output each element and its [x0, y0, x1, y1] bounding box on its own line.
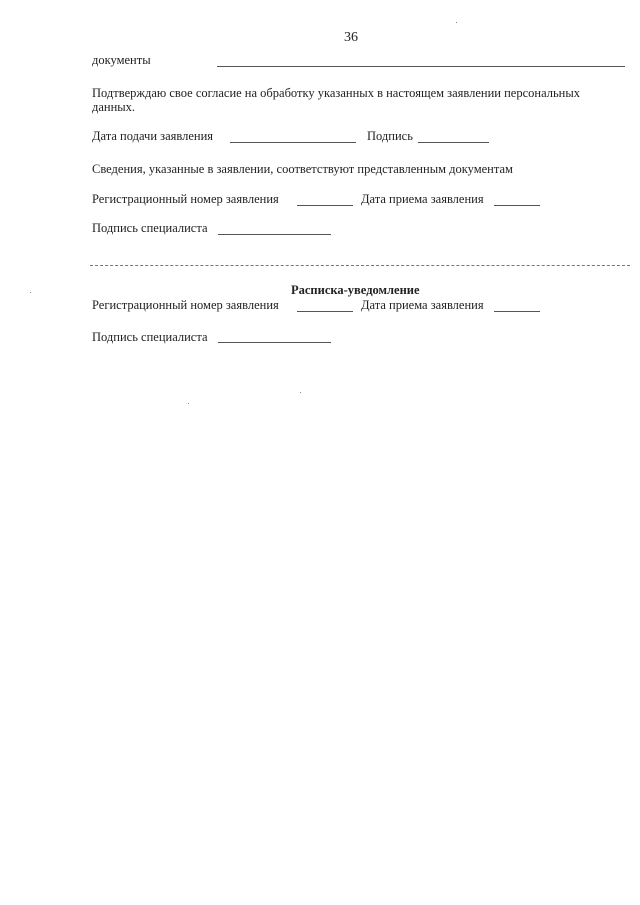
scan-speck	[188, 403, 189, 404]
receipt-acceptance-date-label: Дата приема заявления	[361, 298, 484, 312]
receipt-specialist-signature-label: Подпись специалиста	[92, 330, 208, 344]
scan-speck	[300, 392, 301, 393]
scan-speck	[456, 22, 457, 23]
acceptance-date-field-line[interactable]	[494, 205, 540, 206]
scan-speck	[30, 292, 31, 293]
acceptance-date-label: Дата приема заявления	[361, 192, 484, 206]
verification-statement: Сведения, указанные в заявлении, соответствуют представленным документам	[92, 162, 513, 176]
signature-label: Подпись	[367, 129, 413, 143]
receipt-registration-number-field-line[interactable]	[297, 311, 353, 312]
documents-label: документы	[92, 53, 151, 67]
receipt-acceptance-date-field-line[interactable]	[494, 311, 540, 312]
receipt-specialist-signature-field-line[interactable]	[218, 342, 331, 343]
cut-line-separator	[90, 265, 630, 266]
registration-number-label: Регистрационный номер заявления	[92, 192, 279, 206]
consent-text-line-1: Подтверждаю свое согласие на обработку указанных в настоящем заявлении персональных	[92, 86, 581, 100]
submission-date-field-line[interactable]	[230, 142, 356, 143]
receipt-registration-number-label: Регистрационный номер заявления	[92, 298, 279, 312]
registration-number-field-line[interactable]	[297, 205, 353, 206]
signature-field-line[interactable]	[418, 142, 489, 143]
receipt-title: Расписка-уведомление	[291, 283, 420, 297]
documents-field-line[interactable]	[217, 66, 625, 67]
specialist-signature-field-line[interactable]	[218, 234, 331, 235]
submission-date-label: Дата подачи заявления	[92, 129, 214, 143]
consent-text-line-2: данных.	[92, 100, 136, 114]
specialist-signature-label: Подпись специалиста	[92, 221, 208, 235]
page-number: 36	[344, 30, 358, 45]
